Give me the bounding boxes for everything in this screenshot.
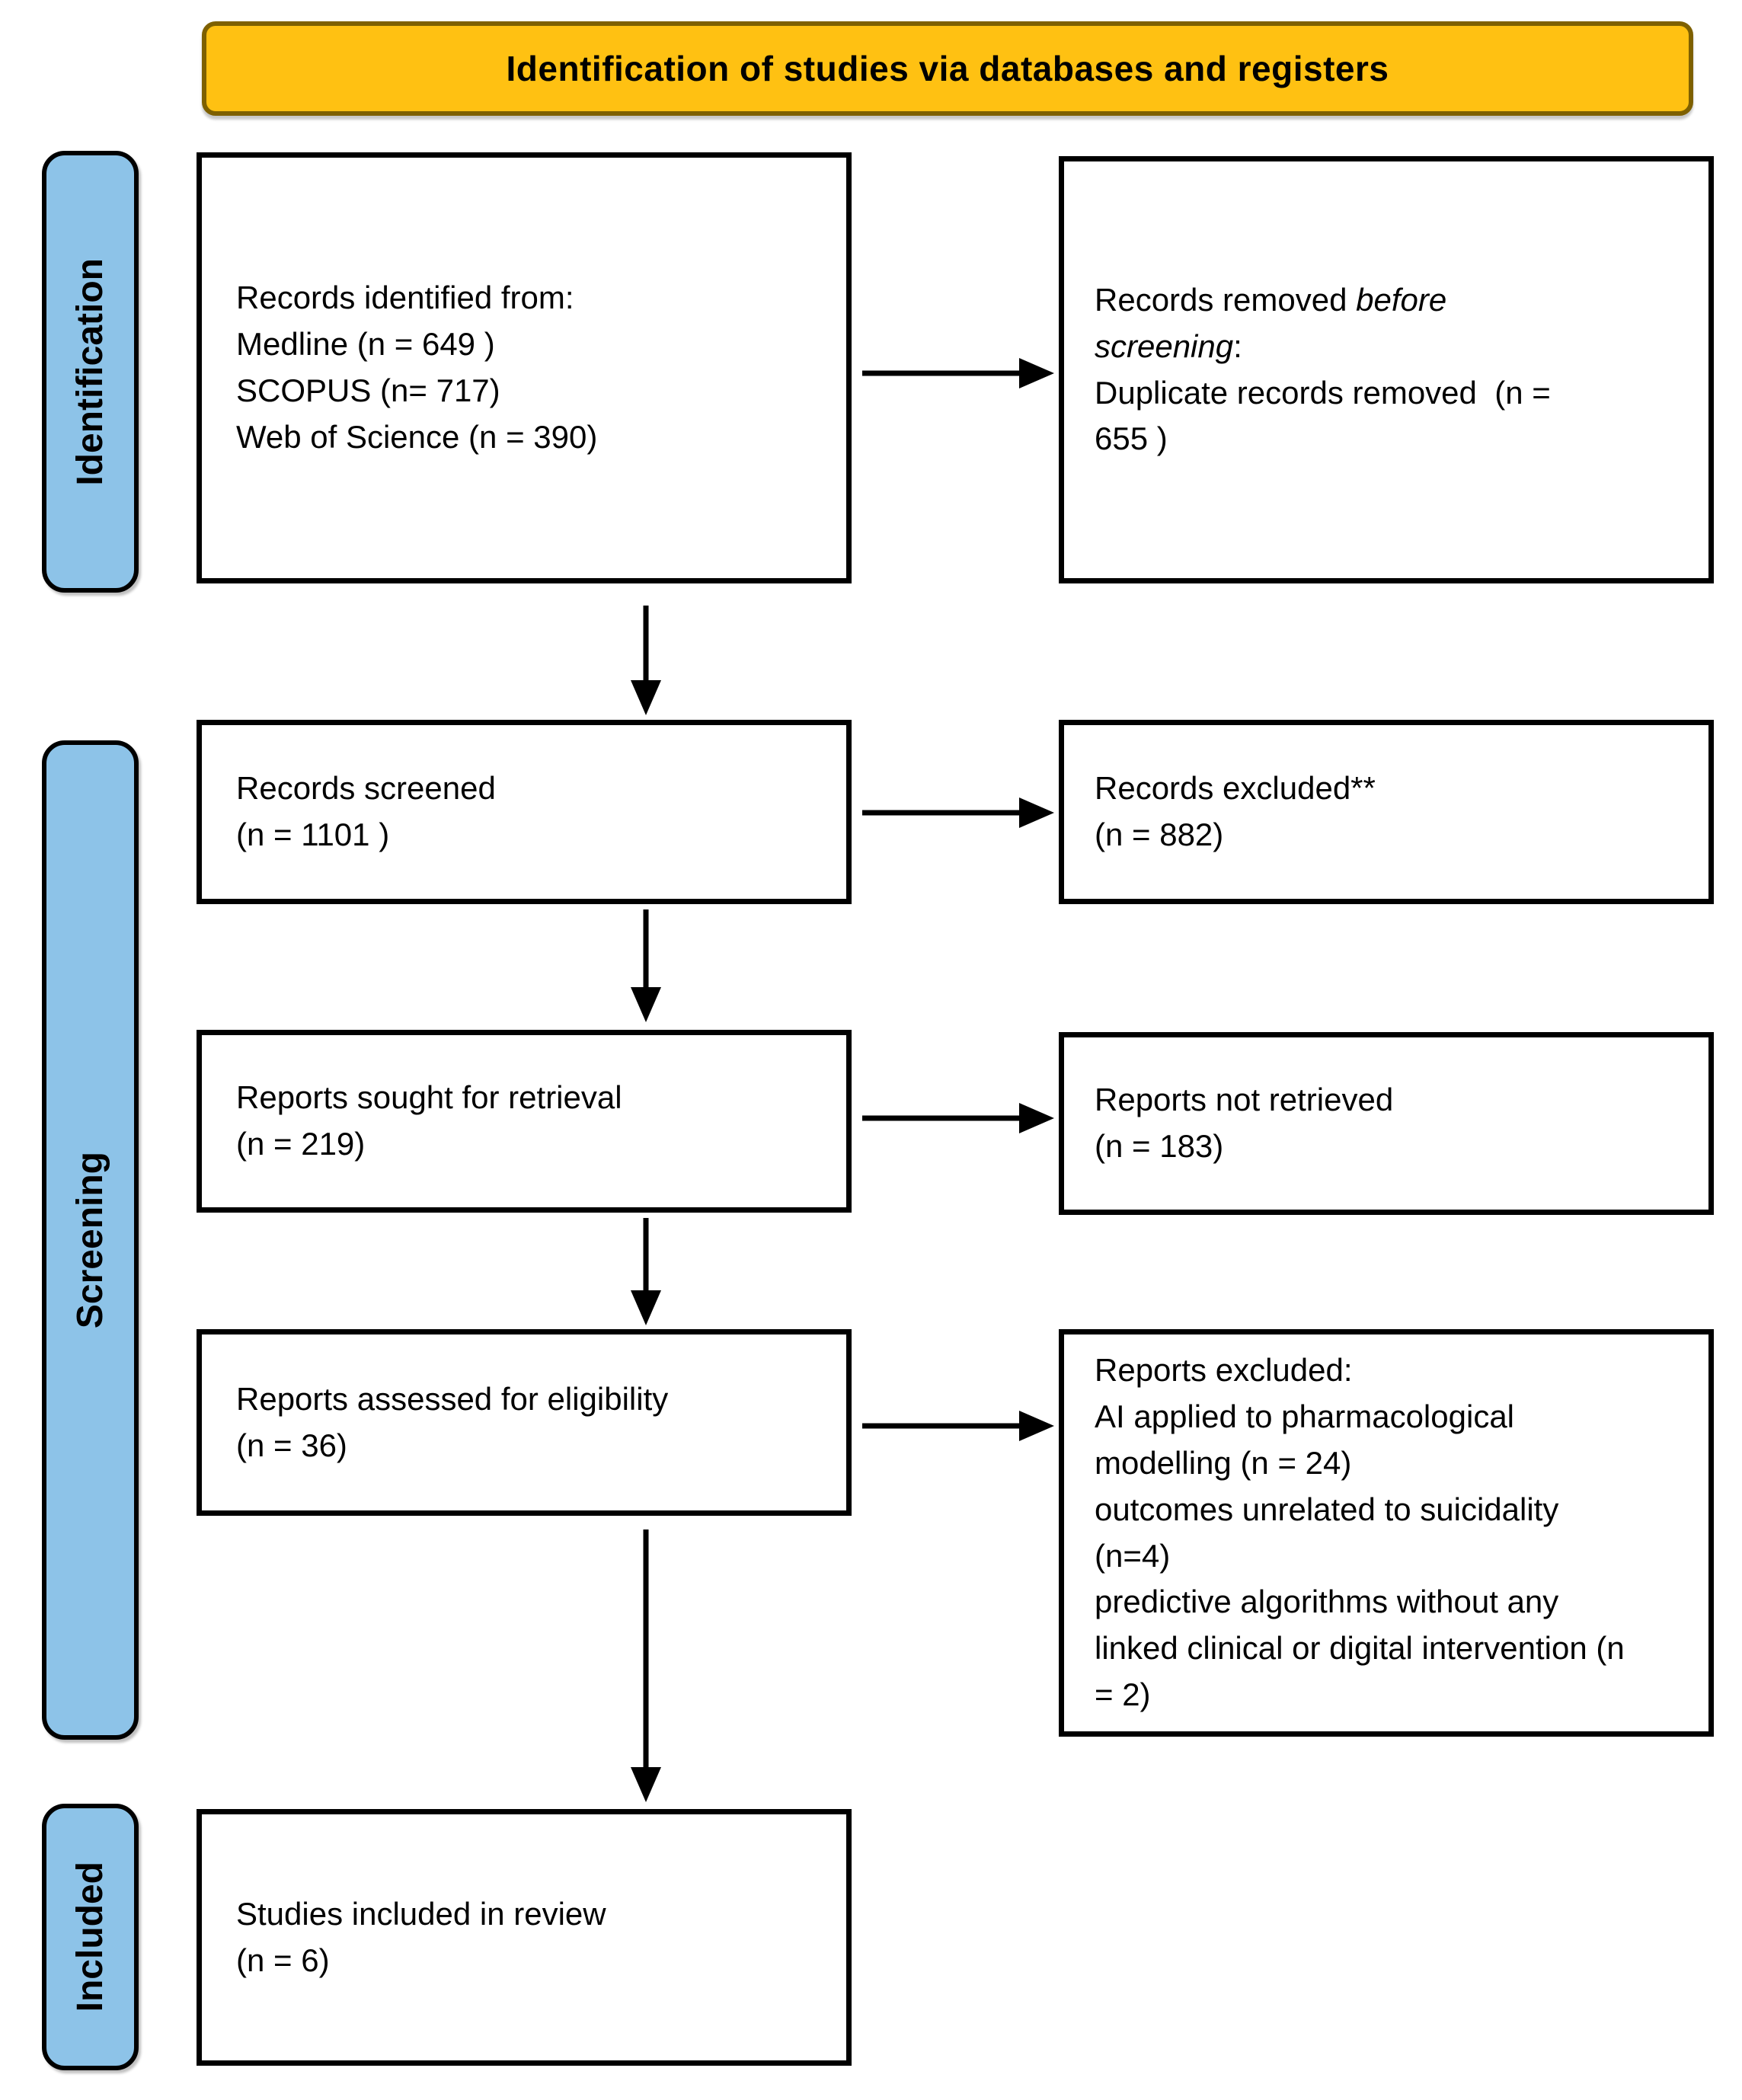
arrow-sought-to-assessed — [629, 1216, 663, 1327]
stage-bar-screening — [42, 740, 139, 1740]
reports-not-retrieved-label: Reports not retrieved — [1095, 1082, 1394, 1118]
records-identified-scopus: SCOPUS (n= 717) — [236, 372, 500, 408]
arrow-identified-to-removed — [859, 356, 1057, 390]
stage-label-screening: Screening — [70, 1151, 110, 1329]
records-removed-label-italic: before screening — [1095, 281, 1447, 364]
stage-bar-included — [42, 1804, 139, 2070]
box-reports-excluded — [1059, 1329, 1714, 1737]
reports-excluded-reason-2: outcomes unrelated to suicidality (n=4) — [1095, 1491, 1559, 1574]
stage-label-identification: Identification — [70, 257, 110, 486]
arrow-screened-to-sought — [629, 908, 663, 1024]
diagram-title: Identification of studies via databases and registers — [506, 49, 1389, 88]
reports-not-retrieved-count: (n = 183) — [1095, 1128, 1224, 1164]
box-reports-not-retrieved — [1059, 1032, 1714, 1215]
box-records-excluded — [1059, 720, 1714, 904]
stage-bar-identification — [42, 151, 139, 593]
records-removed-label — [1095, 277, 1597, 370]
records-removed-label-plain1: Records removed — [1095, 281, 1357, 318]
reports-excluded-label: Reports excluded: — [1095, 1351, 1353, 1388]
records-identified-wos: Web of Science (n = 390) — [236, 418, 598, 455]
records-identified-medline: Medline (n = 649 ) — [236, 326, 495, 363]
records-excluded-label: Records excluded** — [1095, 770, 1376, 807]
records-screened-label: Records screened — [236, 770, 496, 807]
records-removed-label-plain2: : — [1233, 328, 1242, 364]
stage-label-included: Included — [70, 1862, 110, 2012]
studies-included-count: (n = 6) — [236, 1942, 330, 1978]
box-records-removed — [1059, 156, 1714, 583]
arrow-assessed-to-included — [629, 1528, 663, 1804]
box-records-screened — [197, 720, 852, 904]
reports-assessed-count: (n = 36) — [236, 1427, 347, 1463]
box-studies-included — [197, 1809, 852, 2066]
records-excluded-count: (n = 882) — [1095, 817, 1224, 852]
arrow-assessed-to-reports-excluded — [859, 1409, 1057, 1443]
records-identified-line: Records identified from: — [236, 280, 574, 316]
arrow-identified-to-screened — [629, 604, 663, 717]
reports-excluded-reason-1: AI applied to pharmacological modelling (n = 24) — [1095, 1398, 1515, 1481]
reports-sought-count: (n = 219) — [236, 1126, 366, 1162]
studies-included-label: Studies included in review — [236, 1895, 606, 1932]
box-reports-assessed — [197, 1329, 852, 1516]
box-records-identified — [197, 152, 852, 583]
records-removed-duplicates: Duplicate records removed (n = 655 ) — [1095, 374, 1560, 457]
diagram-title-banner — [202, 21, 1693, 116]
records-screened-count: (n = 1101 ) — [236, 817, 390, 852]
reports-sought-label: Reports sought for retrieval — [236, 1079, 622, 1116]
reports-excluded-reason-3: predictive algorithms without any linked clinical or digital intervention (n = 2) — [1095, 1584, 1625, 1713]
arrow-sought-to-not-retrieved — [859, 1101, 1057, 1135]
arrow-screened-to-excluded — [859, 796, 1057, 829]
box-reports-sought — [197, 1030, 852, 1213]
reports-assessed-label: Reports assessed for eligibility — [236, 1380, 669, 1417]
